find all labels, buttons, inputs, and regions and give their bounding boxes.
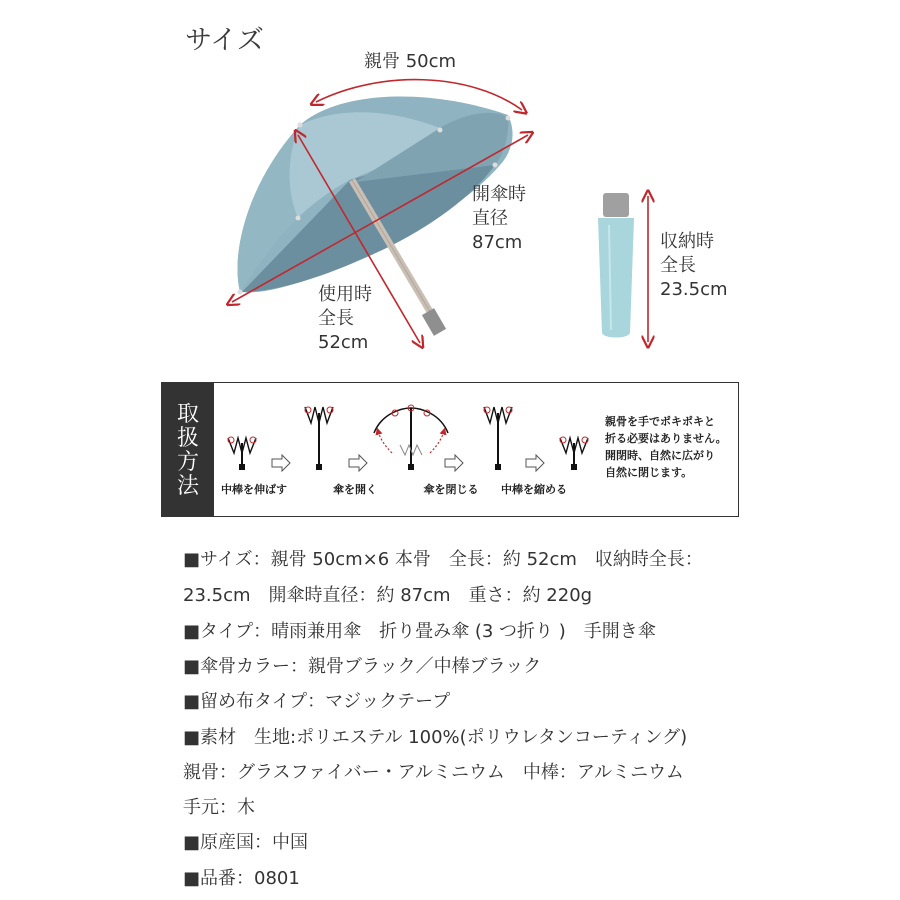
umbrella-handle bbox=[422, 308, 446, 336]
step-arrow-icon bbox=[272, 455, 290, 471]
stored-length-label: 収納時 全長 23.5cm bbox=[660, 231, 728, 300]
spec-line: ■原産国：中国 bbox=[183, 832, 309, 853]
step-label-extend: 中棒を伸ばす bbox=[221, 483, 287, 496]
handling-note-line: 折る必要はありません。 bbox=[605, 432, 727, 445]
spec-line: 手元：木 bbox=[183, 797, 255, 818]
spec-line: 23.5cm 開傘時直径：約 87cm 重さ：約 220g bbox=[183, 585, 593, 606]
handling-note-line: 自然に閉じます。 bbox=[605, 466, 693, 479]
spec-line: ■傘骨カラー：親骨ブラック／中棒ブラック bbox=[183, 656, 542, 677]
spec-line: ■素材 生地:ポリエステル 100%(ポリウレタンコーティング) bbox=[183, 727, 688, 748]
step-label-shorten: 中棒を縮める bbox=[501, 483, 567, 496]
handling-side-title: 取 扱 方 法 bbox=[162, 383, 214, 516]
step-icon-close bbox=[374, 405, 448, 470]
step-icon-open bbox=[305, 407, 333, 470]
spec-line: ■タイプ：晴雨兼用傘 折り畳み傘 (3 つ折り ) 手開き傘 bbox=[183, 621, 656, 642]
use-length-label: 使用時 全長 52cm bbox=[318, 284, 372, 353]
spec-line: ■サイズ：親骨 50cm×6 本骨 全長：約 52cm 収納時全長： bbox=[183, 549, 703, 570]
step-arrow-icon bbox=[526, 455, 544, 471]
open-diameter-label: 開傘時 直径 87cm bbox=[472, 184, 526, 253]
step-icon-result bbox=[560, 437, 588, 470]
step-icon-shorten bbox=[484, 407, 512, 470]
handling-note-line: 親骨を手でポキポキと bbox=[605, 415, 715, 428]
rib-length-label: 親骨 50cm bbox=[364, 51, 457, 72]
step-label-open: 傘を開く bbox=[333, 483, 377, 496]
spec-line: ■品番：0801 bbox=[183, 868, 300, 889]
step-icon-extend bbox=[228, 437, 256, 470]
handling-instructions-box bbox=[161, 382, 739, 517]
step-arrow-icon bbox=[349, 455, 367, 471]
step-label-close: 傘を閉じる bbox=[423, 483, 479, 496]
section-title: サイズ bbox=[185, 25, 264, 56]
handling-note-line: 開閉時、自然に広がり bbox=[605, 449, 715, 462]
spec-line: 親骨：グラスファイバー・アルミニウム 中棒：アルミニウム bbox=[183, 762, 684, 783]
folded-umbrella-illustration bbox=[598, 193, 634, 338]
spec-line: ■留め布タイプ：マジックテープ bbox=[183, 691, 451, 712]
step-arrow-icon bbox=[445, 455, 463, 471]
